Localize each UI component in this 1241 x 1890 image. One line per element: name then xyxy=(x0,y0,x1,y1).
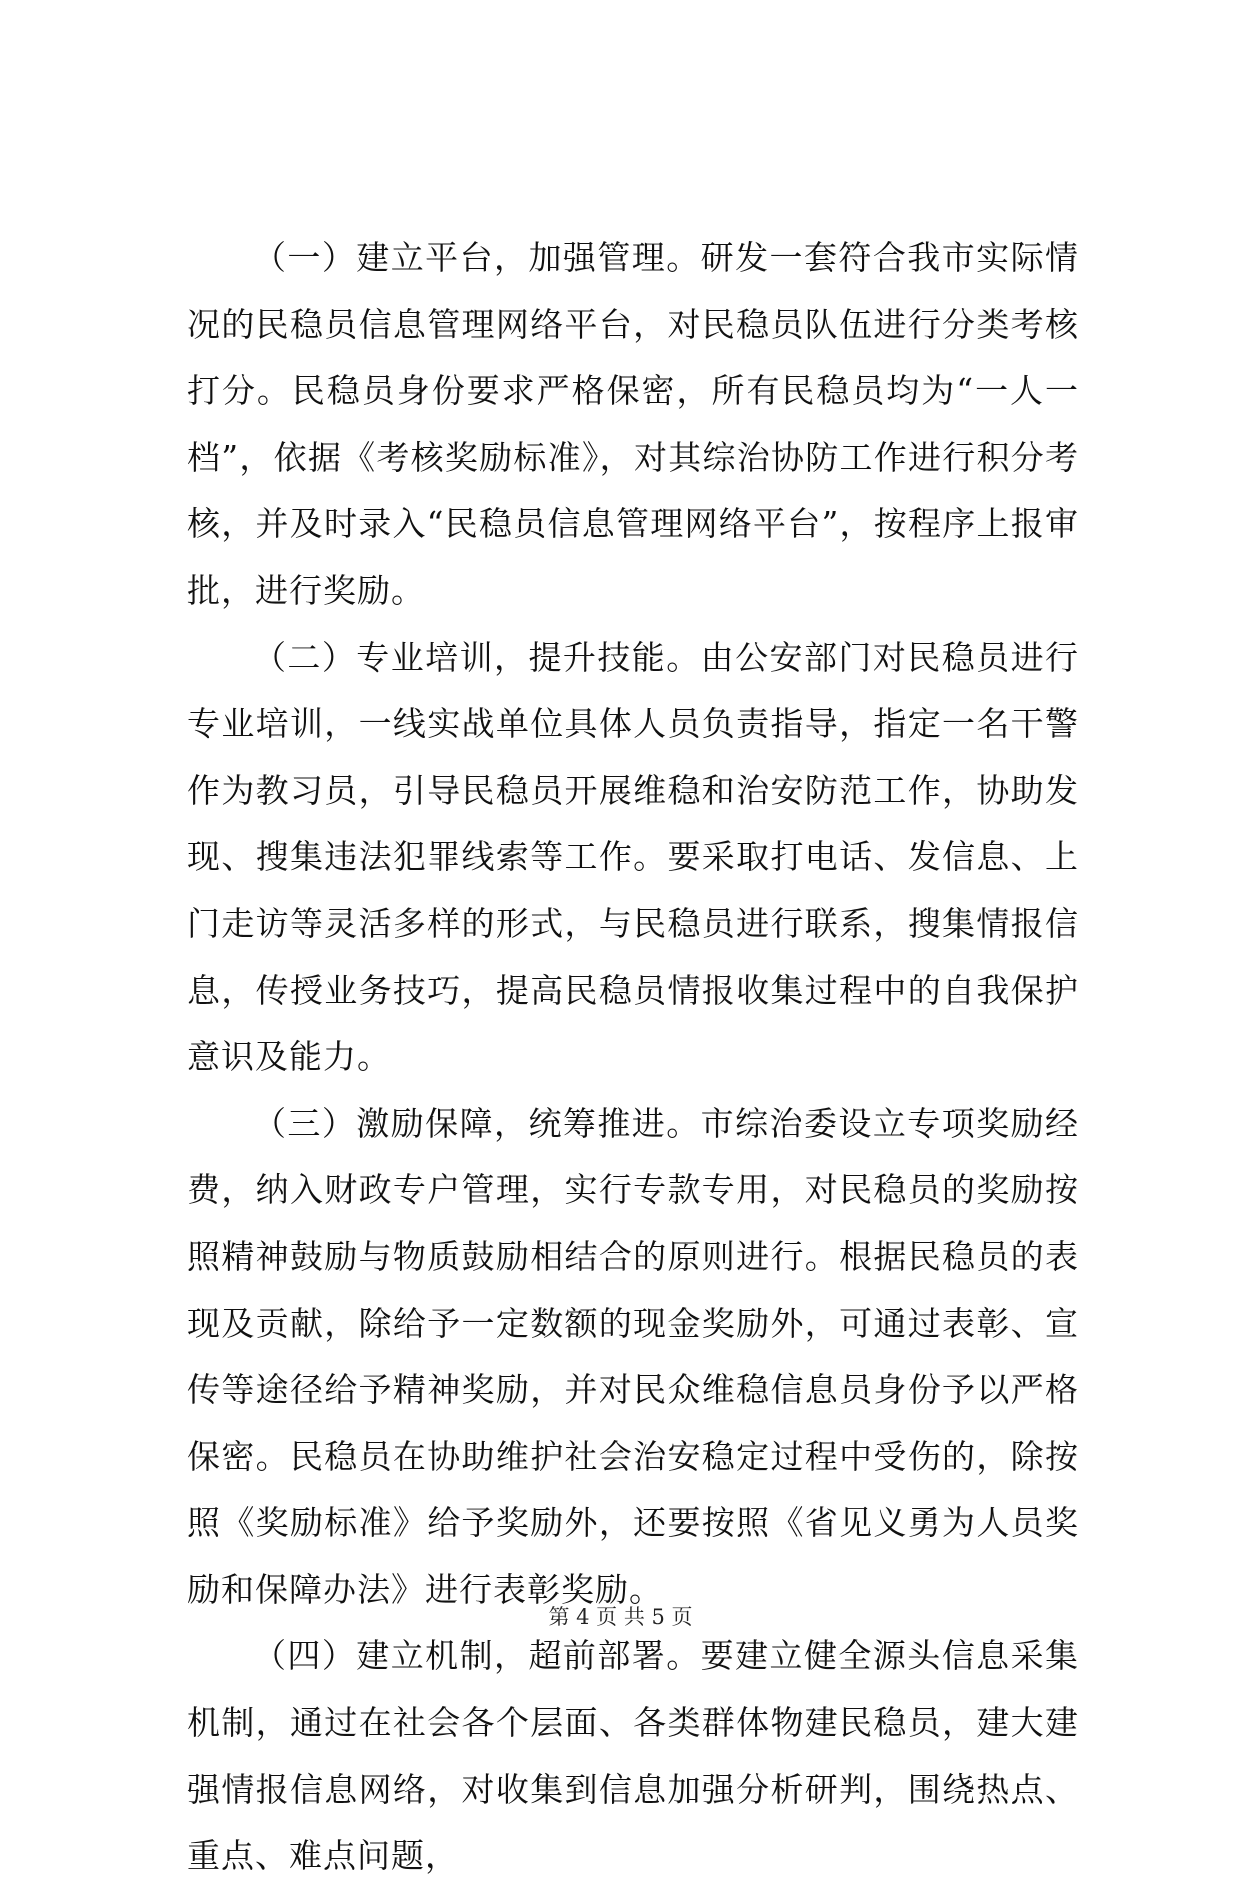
paragraph-professional-training: （二）专业培训，提升技能。由公安部门对民稳员进行专业培训，一线实战单位具体人员负责指导，指定一名干警作为教习员，引导民稳员开展维稳和治安防范工作，协助发现、搜集违法犯罪线索等工作。要采取打电话、发信息、上门走访等灵活多样的形式，与民稳员进行联系，搜集情报信息，传授业务技巧，提高民稳员情报收集过程中的自我保护意识及能力。 xyxy=(187,637,1079,1077)
paragraph-incentive-guarantee: （三）激励保障，统筹推进。市综治委设立专项奖励经费，纳入财政专户管理，实行专款专用，对民稳员的奖励按照精神鼓励与物质鼓励相结合的原则进行。根据民稳员的表现及贡献，除给予一定数额的现金奖励外，可通过表彰、宣传等途径给予精神奖励，并对民众维稳信息员身份予以严格保密。民稳员在协助维护社会治安稳定过程中受伤的，除按照《奖励标准》给予奖励外，还要按照《省见义勇为人员奖励和保障办法》进行表彰奖励。 xyxy=(187,1103,1079,1609)
paragraph-establish-platform: （一）建立平台，加强管理。研发一套符合我市实际情况的民稳员信息管理网络平台，对民稳员队伍进行分类考核打分。民稳员身份要求严格保密，所有民稳员均为“一人一档”，依据《考核奖励标准》，对其综治协防工作进行积分考核，并及时录入“民稳员信息管理网络平台”，按程序上报审批，进行奖励。 xyxy=(187,238,1079,610)
document-body xyxy=(187,225,1079,1890)
paragraph-establish-mechanism: （四）建立机制，超前部署。要建立健全源头信息采集机制，通过在社会各个层面、各类群体物建民稳员，建大建强情报信息网络，对收集到信息加强分析研判，围绕热点、重点、难点问题， xyxy=(187,1636,1079,1876)
page-number-footer: 第 4 页 共 5 页 xyxy=(548,1605,693,1629)
